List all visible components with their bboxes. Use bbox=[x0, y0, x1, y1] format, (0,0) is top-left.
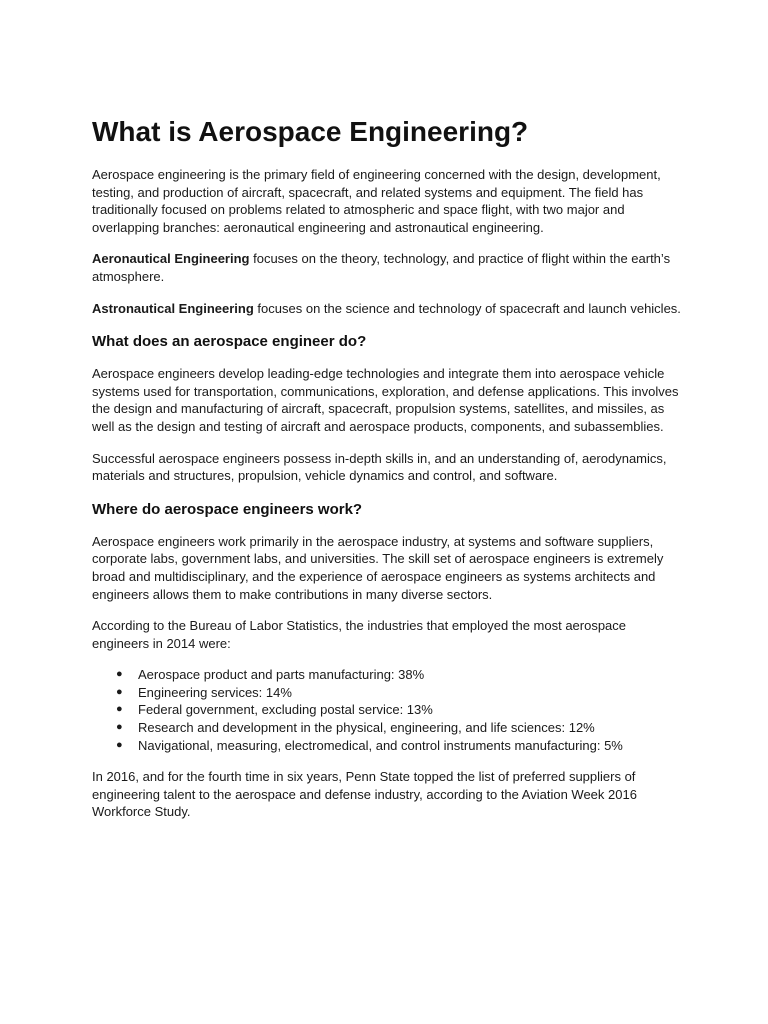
intro-paragraph: Aerospace engineering is the primary field of engineering concerned with the design, development, testing, and production of aircraft, spacecraft, and related systems and equipment. The field has traditionally focused on problems related to atmospheric and space flight, with two major and overlapping branches: aeronautical engineering and astronautical engineering. bbox=[92, 167, 661, 235]
section2-paragraph-3: In 2016, and for the fourth time in six years, Penn State topped the list of preferred suppliers of engineering talent to the aerospace and defense industry, according to the Aviation Week 2016 Workforce Study. bbox=[92, 769, 637, 820]
astronautical-term: Astronautical Engineering bbox=[92, 300, 254, 316]
section-heading-what-does: What does an aerospace engineer do? bbox=[92, 333, 367, 351]
document-page bbox=[92, 112, 682, 835]
list-item: ● Federal government, excluding postal service: 13% bbox=[116, 702, 433, 718]
list-item: ● Aerospace product and parts manufacturing: 38% bbox=[116, 667, 425, 683]
section1-paragraph-2: Successful aerospace engineers possess in-depth skills in, and an understanding of, aerodynamics, materials and structures, propulsion, vehicle dynamics and control, and software. bbox=[92, 450, 667, 484]
astronautical-paragraph bbox=[92, 300, 682, 318]
astronautical-text: focuses on the science and technology of spacecraft and launch vehicles. bbox=[253, 300, 681, 316]
bullet-icon: ● bbox=[116, 738, 123, 751]
section2-paragraph-2: According to the Bureau of Labor Statistics, the industries that employed the most aerospace engineers in 2014 were: bbox=[92, 618, 627, 651]
bullet-icon: ● bbox=[116, 685, 123, 698]
section1-paragraph-1: Aerospace engineers develop leading-edge technologies and integrate them into aerospace vehicle systems used for transportation, communications, exploration, and defense applications. This involves the design and manufacturing of aircraft, spacecraft, propulsion systems, satellites, and missiles, as well as the design and testing of aircraft and aerospace products, components, and subassemblies. bbox=[92, 366, 679, 434]
list-item: ● Engineering services: 14% bbox=[116, 684, 292, 700]
aeronautical-term: Aeronautical Engineering bbox=[92, 251, 250, 267]
section-heading-where-work: Where do aerospace engineers work? bbox=[92, 500, 363, 518]
list-item: ● Navigational, measuring, electromedical, and control instruments manufacturing: 5% bbox=[116, 737, 623, 753]
bullet-icon: ● bbox=[116, 721, 123, 734]
list-item: ● Research and development in the physical, engineering, and life sciences: 12% bbox=[116, 720, 595, 736]
bullet-icon: ● bbox=[116, 668, 123, 681]
aeronautical-paragraph bbox=[92, 250, 682, 285]
bullet-icon: ● bbox=[116, 703, 123, 716]
aeronautical-text: focuses on the theory, technology, and practice of flight within the earth’s atmosphere. bbox=[92, 251, 671, 284]
page-title: What is Aerospace Engineering? bbox=[92, 116, 529, 147]
section2-paragraph-1: Aerospace engineers work primarily in the aerospace industry, at systems and software suppliers, corporate labs, government labs, and universities. The skill set of aerospace engineers is extremely broad and multidisciplinary, and the experience of aerospace engineers as systems architects and engineers allows them to make contributions in many diverse sectors. bbox=[92, 533, 664, 602]
industries-list bbox=[92, 666, 682, 754]
